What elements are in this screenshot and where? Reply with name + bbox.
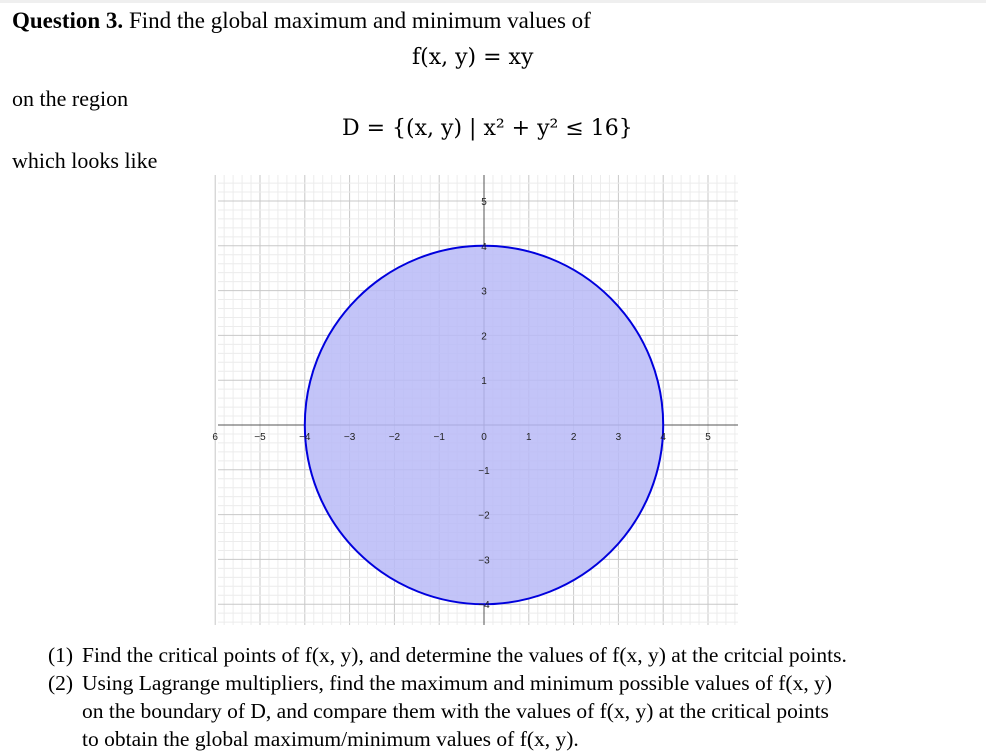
task-line: to obtain the global maximum/minimum values of f(x, y). [82,727,579,751]
x-tick-label: −5 [254,432,266,443]
task-line: on the boundary of D, and compare them with the values of f(x, y) at the critical points [82,699,829,723]
x-tick-label: −3 [343,432,356,443]
x-tick-label: −2 [388,432,401,443]
x-tick-label: 3 [615,432,622,443]
question-heading [12,8,591,34]
y-tick-label: 1 [481,376,487,388]
y-tick-label: −4 [478,600,490,612]
x-tick-label: 5 [705,432,711,443]
task-line: Find the critical points of f(x, y), and determine the values of f(x, y) at the critcial points. [82,643,847,667]
x-tick-label: 2 [570,432,577,443]
task-item-1 [48,641,968,669]
y-tick-label: 3 [481,286,487,298]
task-number: (1) [48,643,74,667]
task-line: Using Lagrange multipliers, find the maximum and minimum possible values of f(x, y) [82,671,832,695]
top-rule [0,0,986,3]
y-tick-label: 2 [481,331,487,343]
y-tick-label: −2 [478,510,490,522]
x-tick-label: 1 [526,432,532,443]
region-equation: D = {(x, y) | x² + y² ≤ 16} [342,116,633,141]
function-equation: f(x, y) = xy [412,45,534,70]
x-tick-label: 0 [481,432,487,443]
task-list [48,641,968,753]
question-intro: Find the global maximum and minimum values of [128,8,591,33]
task-number: (2) [48,671,74,695]
x-tick-label: −1 [433,432,445,443]
y-tick-label: −1 [478,465,490,477]
y-tick-label: 4 [481,241,487,253]
question-label: Question 3. [12,8,124,33]
task-item-2 [48,669,968,753]
x-tick-label: 4 [660,432,666,443]
region-graph [212,175,738,625]
y-tick-label: −3 [478,555,490,567]
region-disk [305,246,663,604]
looks-like-text: which looks like [12,148,158,173]
x-tick-label: 6 [212,432,218,443]
region-text: on the region [12,86,129,111]
y-tick-label: 5 [481,197,487,208]
x-tick-label: −4 [299,432,311,443]
